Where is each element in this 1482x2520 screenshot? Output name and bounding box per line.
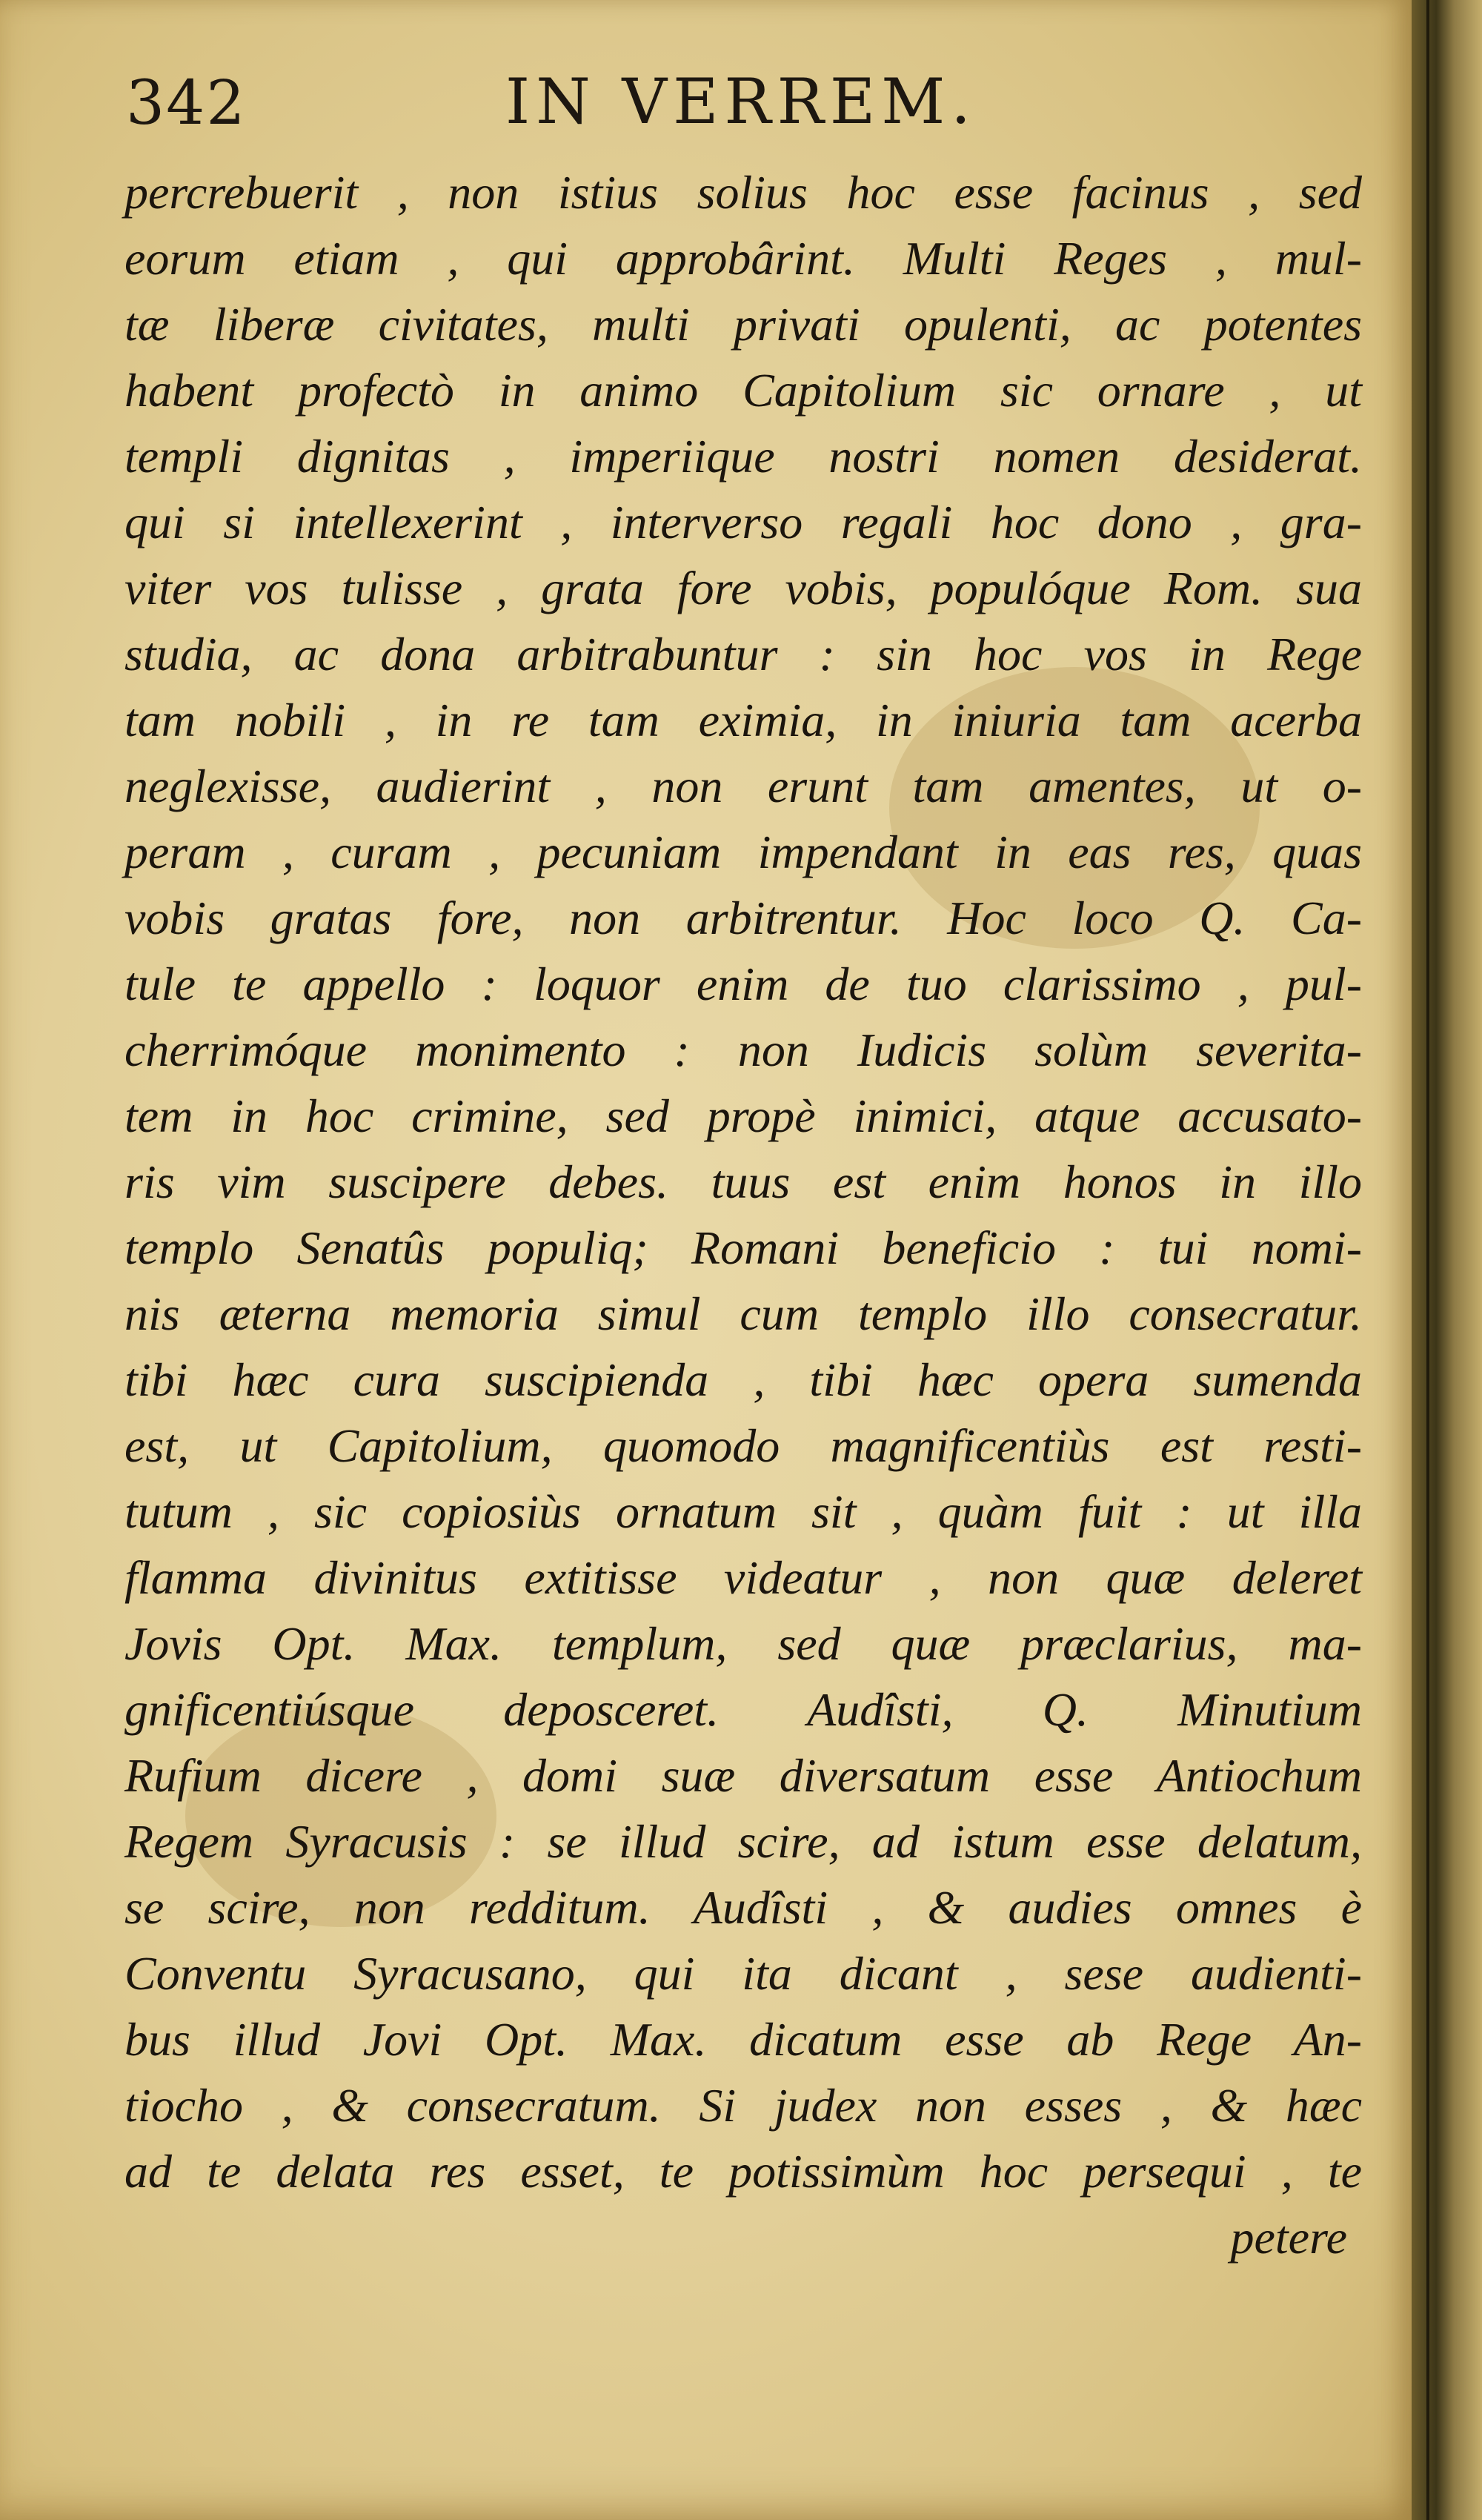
text-line: studia, ac dona arbitrabuntur : sin hoc vos in Rege — [124, 628, 1362, 680]
text-line: vobis gratas fore, non arbitrentur. Hoc loco Q. Ca- — [124, 892, 1362, 944]
text-line: Rufium dicere , domi suæ diversatum esse Antiochum — [124, 1749, 1362, 1802]
running-head: IN VERREM. — [505, 65, 977, 138]
text-line: tiocho , & consecratum. Si judex non esses , & hæc — [124, 2079, 1362, 2132]
text-line: est, ut Capitolium, quomodo magnificentiùs est resti- — [124, 1419, 1362, 1472]
text-line: tutum , sic copiosiùs ornatum sit , quàm fuit : ut illa — [124, 1485, 1362, 1538]
book-gutter — [1412, 0, 1482, 2520]
text-line: qui si intellexerint , interverso regali hoc dono , gra- — [124, 496, 1362, 548]
text-line: templo Senatûs populiq; Romani beneficio : tui nomi- — [124, 1221, 1362, 1274]
text-line: tibi hæc cura suscipienda , tibi hæc opera sumenda — [124, 1353, 1362, 1406]
page-edge-divider — [1426, 0, 1429, 2520]
text-line: nis æterna memoria simul cum templo illo consecratur. — [124, 1287, 1362, 1340]
text-line: viter vos tulisse , grata fore vobis, populóque Rom. sua — [124, 562, 1362, 614]
text-line: Conventu Syracusano, qui ita dicant , sese audienti- — [124, 1947, 1362, 2000]
text-line: flamma divinitus extitisse videatur , non quæ deleret — [124, 1551, 1362, 1604]
text-line: se scire, non redditum. Audîsti , & audies omnes è — [124, 1881, 1362, 1934]
text-line: ad te delata res esset, te potissimùm hoc persequi , te — [124, 2145, 1362, 2198]
text-line: habent profectò in animo Capitolium sic ornare , ut — [124, 364, 1362, 417]
text-line: ris vim suscipere debes. tuus est enim honos in illo — [124, 1155, 1362, 1208]
text-line: gnificentiúsque deposceret. Audîsti, Q. Minutium — [124, 1683, 1362, 1736]
text-line: bus illud Jovi Opt. Max. dicatum esse ab Rege An- — [124, 2013, 1362, 2066]
text-line: Regem Syracusis : se illud scire, ad istum esse delatum, — [124, 1815, 1362, 1868]
page-number: 342 — [126, 68, 247, 139]
text-line: percrebuerit , non istius solius hoc esse facinus , sed — [124, 166, 1362, 219]
text-line: cherrimóque monimento : non Iudicis solùm severita- — [124, 1024, 1362, 1076]
text-line: tæ liberæ civitates, multi privati opulenti, ac potentes — [124, 298, 1362, 351]
text-line: Jovis Opt. Max. templum, sed quæ præclarius, ma- — [124, 1617, 1362, 1670]
text-line: tam nobili , in re tam eximia, in iniuria tam acerba — [124, 694, 1362, 746]
text-line: tem in hoc crimine, sed propè inimici, atque accusato- — [124, 1090, 1362, 1142]
body-text — [124, 159, 1362, 2270]
catchword: petere — [1230, 2211, 1347, 2264]
text-line: eorum etiam , qui approbârint. Multi Reges , mul- — [124, 232, 1362, 285]
text-line: peram , curam , pecuniam impendant in eas res, quas — [124, 826, 1362, 878]
page-header — [111, 52, 1371, 163]
text-line: tule te appello : loquor enim de tuo clarissimo , pul- — [124, 958, 1362, 1010]
text-line: templi dignitas , imperiique nostri nomen desiderat. — [124, 430, 1362, 483]
text-line: neglexisse, audierint , non erunt tam amentes, ut o- — [124, 760, 1362, 812]
